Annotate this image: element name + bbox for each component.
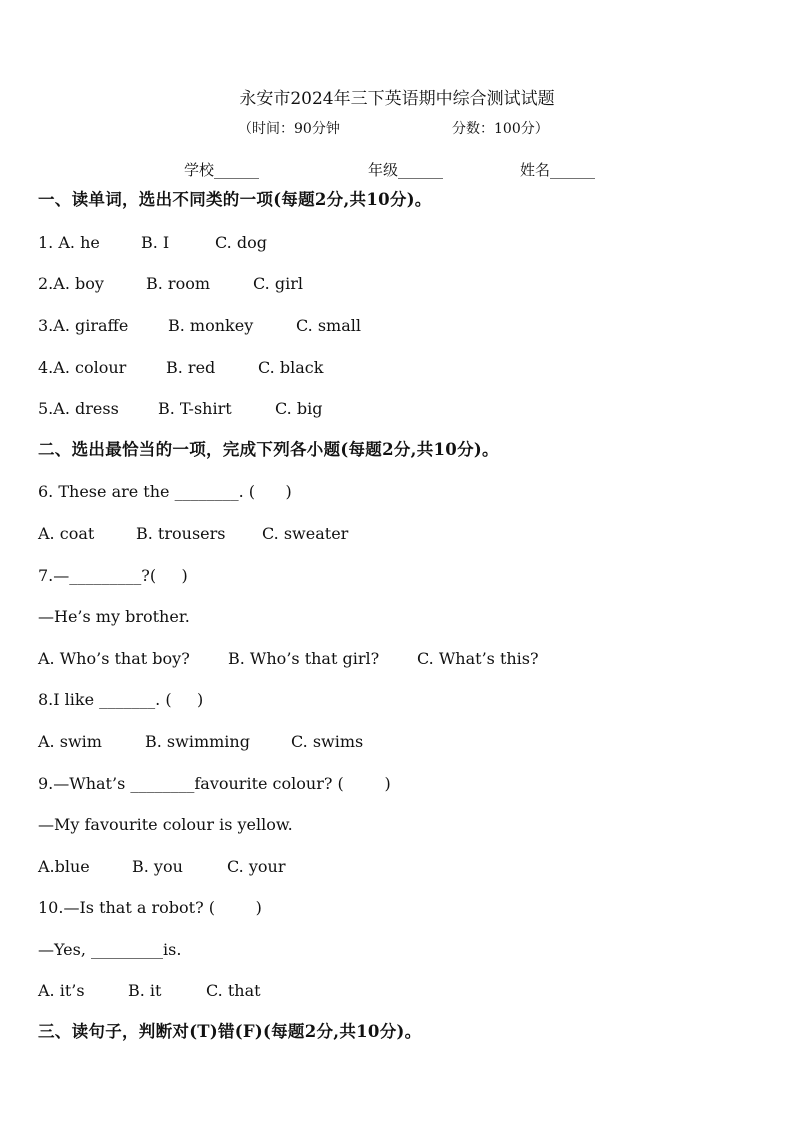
- q6-option-b: B. trousers: [136, 524, 226, 543]
- q10-option-b: B. it: [128, 981, 162, 1000]
- q6-option-c: C. sweater: [262, 524, 349, 543]
- question-7-reply: —He’s my brother.: [38, 607, 190, 626]
- name-field: 姓名______: [520, 161, 596, 179]
- page-title: 永安市2024年三下英语期中综合测试试题: [239, 89, 555, 109]
- question-6: 6. These are the ________. ( ): [38, 482, 292, 501]
- question-6-options: [38, 524, 758, 544]
- q2-option-b: B. room: [146, 274, 211, 293]
- question-10-reply: —Yes, _________is.: [38, 940, 182, 959]
- q1-option-b: B. I: [141, 233, 170, 252]
- q6-option-a: A. coat: [38, 524, 95, 543]
- question-9: 9.—What’s ________favourite colour? ( ): [38, 774, 391, 793]
- section2-heading: 二、选出最恰当的一项，完成下列各小题(每题2分,共10分)。: [38, 440, 499, 459]
- q4-option-b: B. red: [166, 358, 216, 377]
- grade-field: 年级______: [368, 161, 444, 179]
- q8-option-c: C. swims: [291, 732, 364, 751]
- q8-option-a: A. swim: [38, 732, 102, 751]
- q9-option-b: B. you: [132, 857, 183, 876]
- q5-option-b: B. T-shirt: [158, 399, 232, 418]
- question-4: [38, 358, 758, 378]
- q5-option-c: C. big: [275, 399, 323, 418]
- q9-option-c: C. your: [227, 857, 286, 876]
- question-10-options: [38, 981, 758, 1001]
- q3-option-b: B. monkey: [168, 316, 254, 335]
- q7-option-a: A. Who’s that boy?: [38, 649, 190, 668]
- q9-option-a: A.blue: [38, 857, 90, 876]
- question-9-options: [38, 857, 758, 877]
- question-9-reply: —My favourite colour is yellow.: [38, 815, 293, 834]
- q3-option-c: C. small: [296, 316, 361, 335]
- question-10: 10.—Is that a robot? ( ): [38, 898, 262, 917]
- exam-score: 分数：100分）: [452, 121, 549, 137]
- q3-option-a: 3.A. giraffe: [38, 316, 129, 335]
- q4-option-c: C. black: [258, 358, 324, 377]
- question-3: [38, 316, 758, 336]
- q4-option-a: 4.A. colour: [38, 358, 127, 377]
- q10-option-c: C. that: [206, 981, 261, 1000]
- question-2: [38, 274, 758, 294]
- question-5: [38, 399, 758, 419]
- question-1: [38, 233, 758, 253]
- exam-time: （时间：90分钟: [238, 121, 340, 137]
- q7-option-c: C. What’s this?: [417, 649, 539, 668]
- question-8: 8.I like _______. ( ): [38, 690, 204, 709]
- question-7: 7.—_________?( ): [38, 566, 188, 585]
- q7-option-b: B. Who’s that girl?: [228, 649, 380, 668]
- q5-option-a: 5.A. dress: [38, 399, 119, 418]
- school-field: 学校______: [184, 161, 260, 179]
- q8-option-b: B. swimming: [145, 732, 250, 751]
- question-8-options: [38, 732, 758, 752]
- q2-option-c: C. girl: [253, 274, 303, 293]
- q10-option-a: A. it’s: [38, 981, 85, 1000]
- q2-option-a: 2.A. boy: [38, 274, 104, 293]
- q1-option-c: C. dog: [215, 233, 267, 252]
- section1-heading: 一、读单词，选出不同类的一项(每题2分,共10分)。: [38, 190, 432, 209]
- question-7-options: [38, 649, 758, 669]
- q1-option-a: 1. A. he: [38, 233, 100, 252]
- section3-heading: 三、读句子，判断对(T)错(F)(每题2分,共10分)。: [38, 1022, 422, 1041]
